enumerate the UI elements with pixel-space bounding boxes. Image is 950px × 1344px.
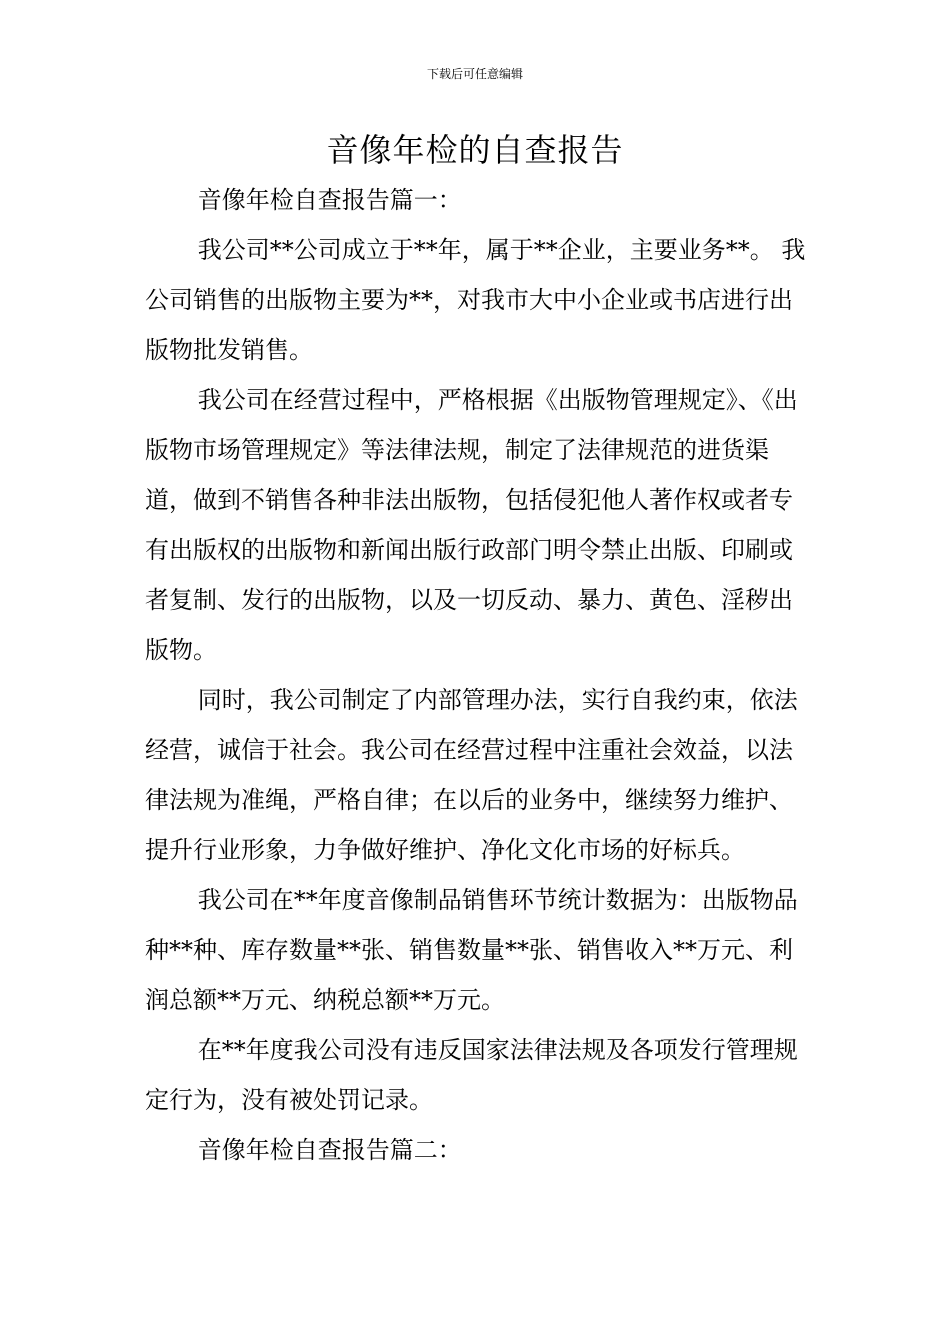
- paragraph-sales-statistics: 我公司在**年度音像制品销售环节统计数据为：出版物品种**种、库存数量**张、销售数量**张、销售收入**万元、利润总额**万元、纳税总额**万元。: [145, 886, 798, 1014]
- page-header-note: 下载后可任意编辑: [426, 67, 523, 81]
- paragraph-internal-management: 同时，我公司制定了内部管理办法，实行自我约束，依法经营，诚信于社会。我公司在经营过程中注重社会效益，以法律法规为准绳，严格自律；在以后的业务中，继续努力维护、提升行业形象，力争做好维护、净化文化市场的好标兵。: [145, 686, 798, 864]
- paragraph-compliance: 我公司在经营过程中，严格根据《出版物管理规定》、《出版物市场管理规定》等法律法规，制定了法律规范的进货渠道，做到不销售各种非法出版物，包括侵犯他人著作权或者专有出版权的出版物和新闻出版行政部门明令禁止出版、印刷或者复制、发行的出版物，以及一切反动、暴力、黄色、淫秽出版物。: [145, 386, 798, 664]
- paragraph-company-intro: 我公司**公司成立于**年，属于**企业，主要业务**。 我公司销售的出版物主要为**，对我市大中小企业或书店进行出版物批发销售。: [145, 236, 806, 364]
- paragraph-no-violations: 在**年度我公司没有违反国家法律法规及各项发行管理规定行为，没有被处罚记录。: [145, 1036, 798, 1114]
- section-heading-part-one: 音像年检自查报告篇一：: [197, 186, 462, 214]
- section-heading-part-two: 音像年检自查报告篇二：: [197, 1136, 462, 1164]
- document-body: [145, 175, 810, 1175]
- document-title: 音像年检的自查报告: [326, 131, 624, 169]
